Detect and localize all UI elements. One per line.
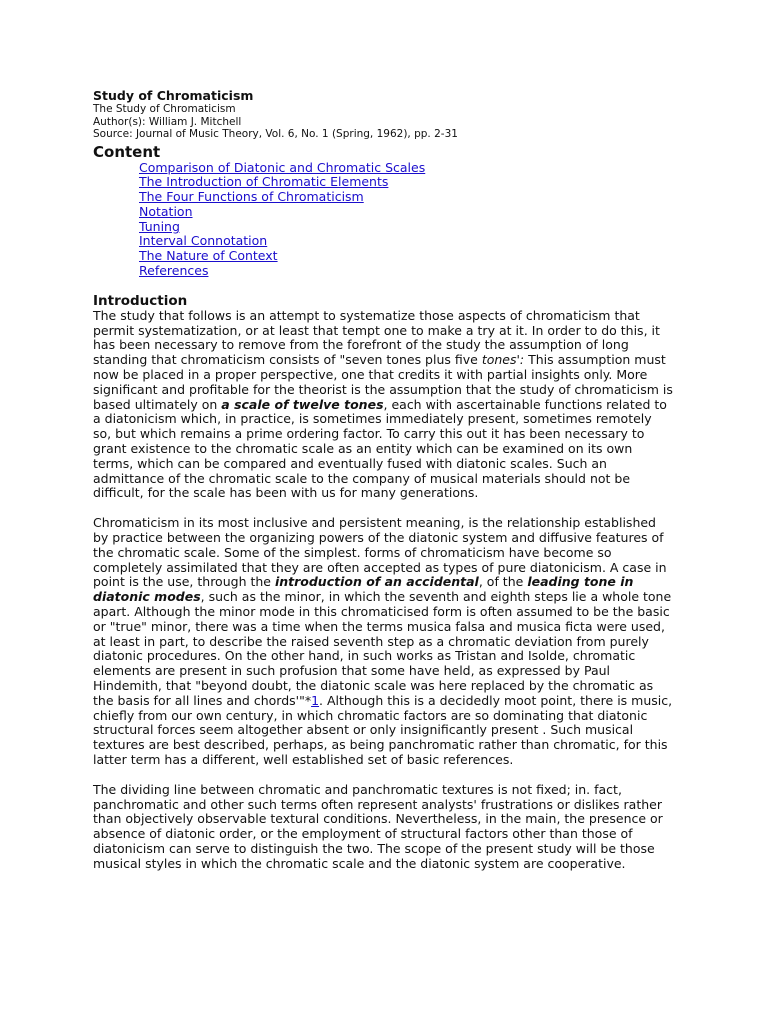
italic-text: tones': (481, 352, 525, 368)
text-run: The study that follows is an attempt to systematize those aspects of chromaticism that permit systematization, or at least that tempt one to make a try at it. In order to do this, it has been necessary to remove from the forefront of the study the assumption of long standing that chromaticism consists of "seven tones plus five (93, 307, 660, 368)
toc-link-references[interactable]: References (139, 263, 209, 279)
document-source: Source: Journal of Music Theory, Vol. 6, No. 1 (Spring, 1962), pp. 2-31 (93, 128, 458, 140)
text-run: . Although this is a decidedly moot point, there is music, chiefly from our own century, in which chromatic factors are so dominating that diatonic structural forces seem altogether absent or only insignificantly present . Such musical textures are best described, perhaps, as being panchromatic rather than chromatic, for this latter term has a different, well established set of basic references. (93, 692, 673, 767)
introduction-heading: Introduction (93, 292, 188, 309)
content-heading: Content (93, 142, 161, 161)
footnote-link[interactable]: 1 (311, 692, 320, 708)
bold-italic-text: leading tone in diatonic modes (93, 574, 634, 605)
toc-item (139, 220, 673, 235)
toc-link-four-functions[interactable]: The Four Functions of Chromaticism (139, 189, 364, 205)
document-author: Author(s): William J. Mitchell (93, 115, 242, 128)
toc-item (139, 205, 673, 220)
toc-link-introduction-chromatic-elements[interactable]: The Introduction of Chromatic Elements (139, 174, 389, 190)
bold-italic-text: a scale of twelve tones (221, 396, 384, 412)
intro-paragraph-2 (93, 516, 673, 768)
text-run: , such as the minor, in which the seventh and eighth steps lie a whole tone apart. Although the minor mode in this chromaticised form is often assumed to be the basic or "true" minor, there was a time when the terms musica falsa and musica ficta were used, at least in part, to describe the raised seventh step as a chromatic deviation from purely diatonic procedures. On the other hand, in such works as Tristan and Isolde, chromatic elements are present in such profusion that some have held, as expressed by Paul Hindemith, that "beyond doubt, the diatonic scale was here replaced by the chromatic as the basis for all lines and chords'"* (93, 589, 672, 708)
intro-paragraph-3: The dividing line between chromatic and panchromatic textures is not fixed; in. fact, panchromatic and other such terms often represent analysts' frustrations or dislikes rather than objectively observable textural conditions. Nevertheless, in the main, the presence or absence of diatonic order, or the employment of structural factors other than those of diatonicism can serve to distinguish the two. The scope of the present study will be those musical styles in which the chromatic scale and the diatonic system are cooperative. (93, 781, 663, 871)
document-title: Study of Chromaticism (93, 88, 254, 103)
toc-link-tuning[interactable]: Tuning (139, 218, 180, 234)
toc-item (139, 161, 673, 176)
document-subtitle: The Study of Chromaticism (93, 103, 236, 115)
text-run: Chromaticism in its most inclusive and persistent meaning, is the relationship established by practice between the organizing powers of the diatonic system and diffusive features of the chromatic scale. Some of the simplest. forms of chromaticism have become so completely assimilated that they are often accepted as types of pure diatonicism. A case in point is the use, through the (93, 515, 667, 590)
text-run: This assumption must now be placed in a proper perspective, one that credits it with partial insights only. More significant and profitable for the theorist is the assumption that the study of chromaticism is based ultimately on (93, 352, 673, 412)
toc-item (139, 190, 673, 205)
bold-italic-text: introduction of an accidental (274, 574, 479, 590)
toc-item (139, 175, 673, 190)
table-of-contents (93, 161, 673, 279)
toc-item (139, 249, 673, 264)
toc-item (139, 234, 673, 249)
toc-item (139, 264, 673, 279)
toc-link-interval-connotation[interactable]: Interval Connotation (139, 233, 268, 249)
toc-link-comparison[interactable]: Comparison of Diatonic and Chromatic Scales (139, 159, 426, 175)
intro-paragraph-1 (93, 309, 673, 501)
text-run: , each with ascertainable functions related to a diatonicism which, in practice, is sometimes immediately present, sometimes remotely so, but which remains a prime ordering factor. To carry this out it has been necessary to grant existence to the chromatic scale as an entity which can be examined on its own terms, which can be compared and eventually fused with diatonic scales. Such an admittance of the chromatic scale to the company of musical materials should not be difficult, for the scale has been with us for many generations. (93, 396, 667, 501)
toc-link-nature-of-context[interactable]: The Nature of Context (139, 248, 278, 264)
toc-link-notation[interactable]: Notation (139, 203, 193, 219)
text-run: , of the (478, 574, 528, 590)
